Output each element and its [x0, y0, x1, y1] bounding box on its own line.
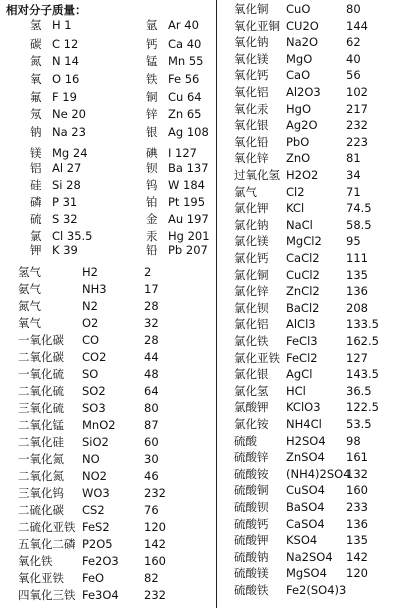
element-mass: Ag 108	[168, 125, 209, 139]
compound-name: 氯化氢	[234, 383, 269, 398]
compound-mass: 135	[346, 533, 368, 548]
element-name: 锰	[146, 54, 158, 68]
element-mass: Pb 207	[168, 243, 208, 257]
compound-row	[18, 283, 159, 296]
compound-formula: CuCl2	[286, 267, 320, 282]
page-title: 相对分子质量：	[6, 3, 87, 17]
compound-mass: 64	[144, 384, 159, 398]
element-mass: Ca 40	[168, 37, 202, 51]
compound-row	[234, 219, 372, 232]
compound-formula: FeS2	[82, 520, 110, 534]
compound-formula: FeCl3	[286, 334, 318, 348]
compound-name: 氧化亚铜	[234, 18, 280, 33]
compound-formula: H2O2	[286, 168, 319, 182]
compound-formula: CO2	[82, 350, 107, 364]
element-mass: Mg 24	[52, 146, 88, 160]
compound-formula: H2SO4	[286, 433, 326, 448]
element-name: 氧	[30, 72, 42, 86]
compound-mass: 135	[346, 267, 368, 282]
compound-row	[18, 538, 166, 551]
element-mass: Cl 35.5	[52, 229, 93, 243]
compound-mass: 17	[144, 282, 159, 296]
compound-formula: HgO	[286, 101, 311, 116]
compound-name: 二氧化硫	[18, 384, 64, 398]
compound-name: 氧化亚铁	[18, 571, 64, 585]
compound-mass: 36.5	[346, 383, 372, 398]
compound-name: 氯气	[234, 184, 257, 199]
compound-row	[18, 453, 159, 466]
compound-mass: 74.5	[346, 201, 372, 216]
compound-mass: 62	[346, 35, 361, 50]
element-name: 氖	[30, 107, 42, 121]
compound-name: 硫酸钾	[234, 533, 269, 548]
compound-mass: 143.5	[346, 367, 379, 382]
element-name: 钠	[30, 125, 42, 139]
compound-row	[234, 385, 372, 398]
compound-name: 氨气	[18, 282, 41, 296]
compound-row	[234, 103, 368, 116]
compound-mass: 53.5	[346, 417, 372, 431]
compound-mass: 136	[346, 284, 368, 299]
compound-name: 氧化锌	[234, 151, 269, 166]
compound-formula: MgO	[286, 51, 313, 66]
compound-name: 氯化铜	[234, 267, 269, 282]
compound-formula: MgCl2	[286, 234, 322, 249]
compound-row	[234, 418, 372, 431]
element-name: 金	[146, 212, 158, 226]
compound-mass: 76	[144, 503, 159, 517]
compound-mass: 34	[346, 168, 361, 182]
compound-name: 氧气	[18, 316, 41, 330]
compound-name: 氧化钙	[234, 68, 269, 83]
element-name: 铁	[146, 72, 158, 86]
compound-name: 氯化铁	[234, 334, 269, 348]
compound-formula: P2O5	[82, 537, 113, 551]
element-mass: W 184	[168, 178, 205, 192]
compound-formula: HCl	[286, 383, 306, 398]
element-mass: F 19	[52, 90, 77, 104]
compound-formula: KCl	[286, 201, 305, 216]
compound-row	[18, 266, 151, 279]
compound-mass: 56	[346, 68, 361, 83]
compound-row	[234, 302, 368, 315]
compound-row	[234, 335, 379, 348]
element-name: 银	[146, 125, 158, 139]
compound-mass: 60	[144, 435, 159, 449]
compound-mass: 133.5	[346, 317, 379, 332]
compound-formula: SO2	[82, 384, 106, 398]
compound-name: 氯化镁	[234, 234, 269, 249]
element-mass: Fe 56	[168, 72, 200, 86]
compound-name: 二氧化碳	[18, 350, 64, 364]
compound-mass: 136	[346, 516, 368, 531]
compound-row	[234, 451, 368, 464]
compound-name: 氯化钾	[234, 201, 269, 216]
compound-row	[234, 86, 368, 99]
compound-mass: 162.5	[346, 334, 379, 348]
compound-name: 过氧化氢	[234, 168, 280, 182]
compound-row	[234, 484, 368, 497]
element-mass: O 16	[52, 72, 80, 86]
element-row	[30, 55, 204, 68]
compound-formula: BaCl2	[286, 300, 320, 315]
compound-row	[234, 584, 346, 597]
element-name: 氩	[146, 18, 158, 32]
element-row	[30, 73, 199, 86]
compound-formula: ZnSO4	[286, 450, 325, 465]
compound-name: 二氧化硅	[18, 435, 64, 449]
compound-name: 硫酸钙	[234, 516, 269, 531]
compound-mass: 232	[346, 118, 368, 133]
compound-row	[234, 368, 379, 381]
compound-formula: NaCl	[286, 217, 313, 232]
element-name: 硅	[30, 178, 42, 192]
element-mass: Au 197	[168, 212, 209, 226]
compound-formula: NO	[82, 452, 100, 466]
element-name: 钙	[146, 37, 158, 51]
element-row	[30, 126, 209, 139]
compound-formula: MgSO4	[286, 566, 327, 581]
compound-formula: Cl2	[286, 184, 305, 199]
compound-name: 一氧化碳	[18, 333, 64, 347]
column-divider	[216, 0, 217, 608]
compound-name: 氮气	[18, 299, 41, 313]
compound-row	[234, 152, 361, 165]
compound-row	[18, 402, 159, 415]
element-row	[30, 38, 201, 51]
compound-name: 二氧化锰	[18, 418, 64, 432]
compound-name: 氯化铝	[234, 317, 269, 332]
compound-formula: NH4Cl	[286, 417, 322, 431]
element-name: 氢	[30, 18, 42, 32]
element-name: 铝	[30, 161, 42, 175]
compound-name: 硫酸铜	[234, 483, 269, 498]
element-mass: P 31	[52, 195, 78, 209]
compound-name: 二硫化碳	[18, 503, 64, 517]
compound-formula: CaO	[286, 68, 311, 83]
compound-mass: 80	[144, 401, 159, 415]
element-mass: S 32	[52, 212, 78, 226]
compound-name: 硫酸铵	[234, 466, 269, 481]
compound-formula: FeCl2	[286, 350, 318, 365]
compound-row	[234, 202, 372, 215]
compound-name: 氢气	[18, 265, 41, 279]
compound-name: 氯化锌	[234, 284, 269, 299]
compound-row	[18, 589, 166, 602]
compound-mass: 40	[346, 51, 361, 66]
compound-formula: MnO2	[82, 418, 116, 432]
element-name: 硫	[30, 212, 42, 226]
compound-name: 氧化汞	[234, 101, 269, 116]
compound-mass: 120	[144, 520, 166, 534]
element-row	[30, 91, 202, 104]
element-mass: K 39	[52, 243, 78, 257]
element-mass: Pt 195	[168, 195, 206, 209]
compound-row	[234, 3, 361, 16]
compound-mass: 71	[346, 184, 361, 199]
compound-name: 氯化亚铁	[234, 350, 280, 365]
element-mass: N 14	[52, 54, 79, 68]
compound-name: 氧化镁	[234, 51, 269, 66]
compound-formula: KClO3	[286, 400, 321, 415]
compound-mass: 95	[346, 234, 361, 249]
compound-row	[18, 334, 159, 347]
element-mass: H 1	[52, 18, 72, 32]
compound-mass: 2	[144, 265, 152, 279]
compound-formula: Na2SO4	[286, 549, 333, 564]
compound-formula: KSO4	[286, 533, 318, 548]
compound-row	[234, 352, 368, 365]
compound-name: 氯化银	[234, 367, 269, 382]
element-mass: Al 27	[52, 161, 82, 175]
compound-formula: NO2	[82, 469, 107, 483]
element-name: 碘	[146, 146, 158, 160]
element-row	[30, 230, 210, 243]
compound-mass: 161	[346, 450, 368, 465]
element-name: 钡	[146, 161, 158, 175]
compound-row	[234, 285, 368, 298]
compound-mass: 32	[144, 316, 159, 330]
compound-row	[234, 435, 361, 448]
compound-mass: 120	[346, 566, 368, 581]
compound-mass: 58.5	[346, 217, 372, 232]
compound-mass: 111	[346, 251, 368, 265]
compound-formula: (NH4)2SO4	[286, 466, 351, 481]
compound-row	[18, 504, 159, 517]
compound-mass: 160	[144, 554, 166, 568]
compound-name: 氧化铁	[18, 554, 53, 568]
compound-name: 氯酸钾	[234, 400, 269, 415]
compound-formula: ZnO	[286, 151, 311, 166]
compound-name: 五氧化二磷	[18, 537, 76, 551]
compound-formula: O2	[82, 316, 99, 330]
compound-formula: FeO	[82, 571, 105, 585]
element-name: 氟	[30, 90, 42, 104]
compound-row	[234, 252, 368, 265]
compound-mass: 28	[144, 333, 159, 347]
compound-mass: 160	[346, 483, 368, 498]
compound-name: 三氧化钨	[18, 486, 64, 500]
compound-row	[18, 300, 159, 313]
compound-mass: 208	[346, 300, 368, 315]
element-mass: I 127	[168, 146, 197, 160]
compound-name: 氧化铅	[234, 134, 269, 149]
compound-row	[18, 436, 159, 449]
element-mass: Ba 137	[168, 161, 209, 175]
element-row	[30, 244, 208, 257]
compound-formula: SiO2	[82, 435, 109, 449]
compound-row	[234, 69, 361, 82]
compound-row	[18, 470, 159, 483]
compound-mass: 28	[144, 299, 159, 313]
compound-mass: 81	[346, 151, 361, 166]
compound-formula: CuSO4	[286, 483, 325, 498]
compound-name: 氯化钡	[234, 300, 269, 315]
compound-formula: CS2	[82, 503, 105, 517]
compound-name: 二氧化氮	[18, 469, 64, 483]
compound-mass: 232	[144, 588, 166, 602]
compound-formula: AgCl	[286, 367, 313, 382]
compound-name: 氧化铜	[234, 2, 269, 16]
compound-name: 硫酸铁	[234, 583, 269, 597]
compound-row	[234, 136, 368, 149]
compound-mass: 46	[144, 469, 159, 483]
compound-row	[234, 36, 361, 49]
compound-name: 氯化钠	[234, 217, 269, 232]
compound-row	[234, 20, 368, 33]
element-row	[30, 147, 197, 160]
compound-row	[234, 186, 361, 199]
element-row	[30, 162, 209, 175]
element-name: 碳	[30, 37, 42, 51]
compound-name: 氧化钠	[234, 35, 269, 50]
element-name: 汞	[146, 229, 158, 243]
compound-formula: AlCl3	[286, 317, 316, 332]
compound-name: 硫酸镁	[234, 566, 269, 581]
compound-name: 硫酸锌	[234, 450, 269, 465]
compound-mass: 142	[144, 537, 166, 551]
compound-name: 四氧化三铁	[18, 588, 76, 602]
compound-row	[234, 269, 368, 282]
compound-mass: 122.5	[346, 400, 379, 415]
compound-mass: 82	[144, 571, 159, 585]
compound-formula: CU2O	[286, 18, 319, 33]
compound-mass: 217	[346, 101, 368, 116]
compound-formula: Al2O3	[286, 85, 321, 99]
compound-formula: ZnCl2	[286, 284, 320, 299]
compound-mass: 102	[346, 85, 368, 99]
element-mass: Hg 201	[168, 229, 210, 243]
compound-mass: 30	[144, 452, 159, 466]
element-mass: Ne 20	[52, 107, 86, 121]
compound-mass: 80	[346, 2, 361, 16]
compound-name: 二硫化亚铁	[18, 520, 76, 534]
compound-formula: Na2O	[286, 35, 319, 50]
compound-row	[234, 235, 361, 248]
compound-mass: 233	[346, 500, 368, 514]
compound-row	[18, 385, 159, 398]
element-name: 钨	[146, 178, 158, 192]
element-mass: Cu 64	[168, 90, 202, 104]
compound-formula: SO	[82, 367, 99, 381]
element-mass: Ar 40	[168, 18, 199, 32]
compound-row	[18, 368, 159, 381]
compound-row	[234, 468, 368, 481]
compound-row	[18, 351, 159, 364]
element-name: 铅	[146, 243, 158, 257]
element-name: 氮	[30, 54, 42, 68]
element-name: 钾	[30, 243, 42, 257]
compound-formula: Fe3O4	[82, 588, 119, 602]
compound-formula: CaCl2	[286, 251, 320, 265]
compound-mass: 44	[144, 350, 159, 364]
compound-formula: CO	[82, 333, 100, 347]
compound-mass: 87	[144, 418, 159, 432]
compound-row	[234, 567, 368, 580]
compound-formula: N2	[82, 299, 98, 313]
compound-mass: 223	[346, 134, 368, 149]
compound-row	[18, 555, 166, 568]
element-mass: Zn 65	[168, 107, 202, 121]
compound-formula: CaSO4	[286, 516, 325, 531]
compound-formula: H2	[82, 265, 98, 279]
element-name: 铜	[146, 90, 158, 104]
compound-mass: 127	[346, 350, 368, 365]
element-name: 镁	[30, 146, 42, 160]
element-mass: C 12	[52, 37, 79, 51]
compound-name: 一氧化氮	[18, 452, 64, 466]
compound-row	[234, 551, 368, 564]
compound-formula: WO3	[82, 486, 110, 500]
element-name: 锌	[146, 107, 158, 121]
compound-mass: 98	[346, 433, 361, 448]
compound-row	[234, 318, 379, 331]
compound-row	[18, 521, 166, 534]
compound-mass: 232	[144, 486, 166, 500]
compound-row	[234, 53, 361, 66]
compound-name: 硫酸钡	[234, 500, 269, 514]
compound-name: 硫酸	[234, 433, 257, 448]
compound-row	[234, 501, 368, 514]
compound-formula: PbO	[286, 134, 310, 149]
element-row	[30, 108, 201, 121]
compound-mass: 142	[346, 549, 368, 564]
compound-mass: 132	[346, 466, 368, 481]
compound-row	[234, 119, 368, 132]
compound-row	[18, 572, 159, 585]
element-row	[30, 213, 209, 226]
compound-row	[18, 487, 166, 500]
compound-formula: SO3	[82, 401, 106, 415]
compound-row	[234, 534, 368, 547]
compound-formula: Fe2(SO4)3	[286, 583, 347, 597]
compound-mass: 144	[346, 18, 368, 33]
compound-mass: 48	[144, 367, 159, 381]
element-row	[30, 19, 199, 32]
element-row	[30, 196, 205, 209]
compound-formula: BaSO4	[286, 500, 325, 514]
element-mass: Si 28	[52, 178, 81, 192]
compound-formula: Fe2O3	[82, 554, 119, 568]
compound-name: 氧化铝	[234, 85, 269, 99]
compound-formula: Ag2O	[286, 118, 318, 133]
compound-formula: CuO	[286, 2, 311, 16]
compound-row	[18, 317, 159, 330]
compound-name: 氯化钙	[234, 251, 269, 265]
element-name: 铂	[146, 195, 158, 209]
element-name: 氯	[30, 229, 42, 243]
element-mass: Na 23	[52, 125, 86, 139]
element-mass: Mn 55	[168, 54, 204, 68]
compound-row	[234, 401, 379, 414]
compound-row	[18, 419, 159, 432]
compound-formula: NH3	[82, 282, 107, 296]
element-name: 磷	[30, 195, 42, 209]
compound-name: 氯化铵	[234, 417, 269, 431]
compound-row	[234, 169, 361, 182]
compound-name: 硫酸钠	[234, 549, 269, 564]
compound-name: 一氧化硫	[18, 367, 64, 381]
element-row	[30, 179, 205, 192]
compound-name: 三氧化硫	[18, 401, 64, 415]
compound-name: 氧化银	[234, 118, 269, 133]
compound-row	[234, 518, 368, 531]
